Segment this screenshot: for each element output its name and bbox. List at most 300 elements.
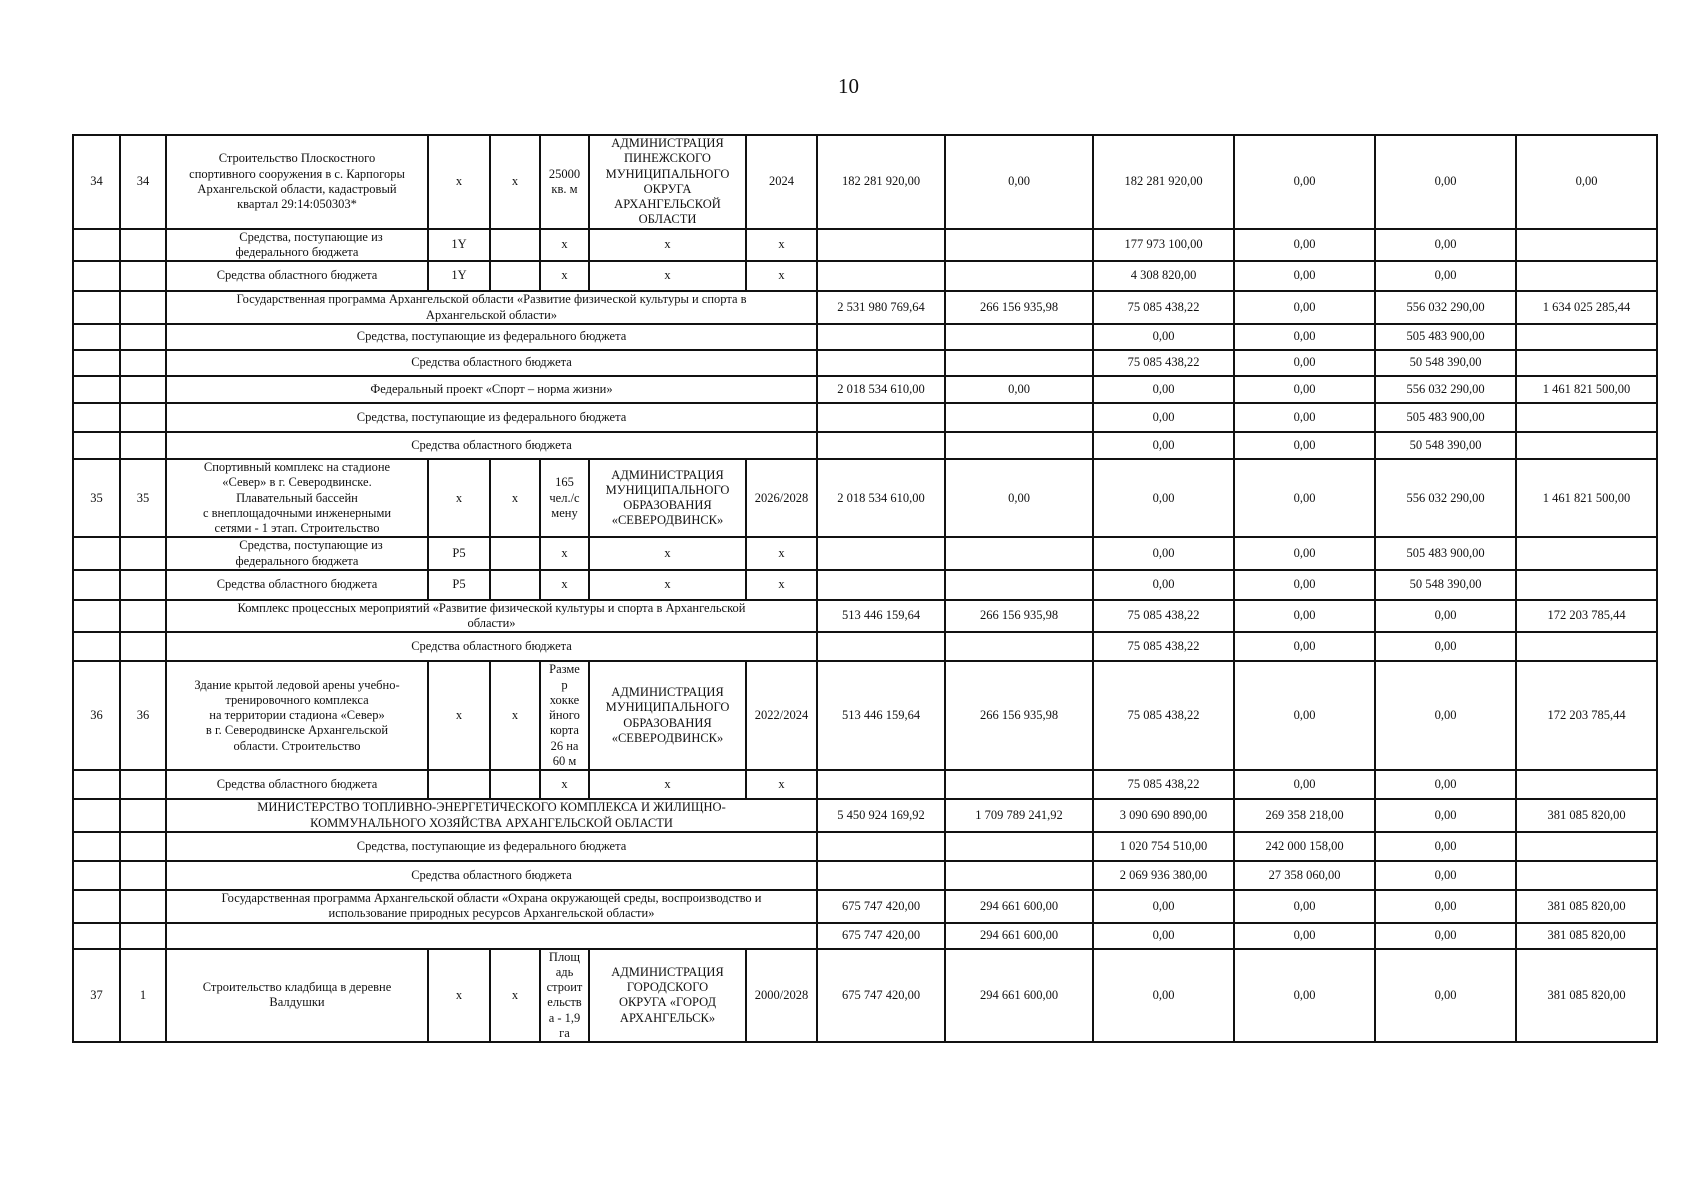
amount-cell-3: 0,00 [1093, 432, 1234, 459]
amount-cell-2: 294 661 600,00 [945, 949, 1093, 1043]
section-title-line: МИНИСТЕРСТВО ТОПЛИВНО-ЭНЕРГЕТИЧЕСКОГО КОМПЛЕКСА И ЖИЛИЩНО- [257, 800, 726, 815]
amount-cell-2: 266 156 935,98 [945, 291, 1093, 324]
amount-cell-1 [817, 432, 945, 459]
object-name [166, 135, 428, 229]
amount-cell-4: 0,00 [1234, 600, 1375, 633]
organization-cell-line: АРХАНГЕЛЬСКОЙ [614, 197, 721, 211]
object-name-line: Здание крытой ледовой арены учебно- [194, 677, 400, 692]
flag-cell: x [490, 949, 540, 1043]
empty-cell [73, 861, 120, 890]
amount-cell-4: 242 000 158,00 [1234, 832, 1375, 861]
capacity-cell-line: ельств [547, 995, 582, 1010]
empty-cell [73, 229, 120, 262]
amount-cell-5: 505 483 900,00 [1375, 324, 1516, 350]
amount-cell-3: 177 973 100,00 [1093, 229, 1234, 262]
table-body [73, 135, 1657, 1042]
table-row-src [73, 537, 1657, 570]
capacity-cell-line: 25000 [548, 166, 581, 181]
amount-cell-2 [945, 570, 1093, 600]
source-name: Средства областного бюджета [166, 632, 817, 661]
page-number: 10 [838, 74, 859, 98]
amount-cell-4: 0,00 [1234, 537, 1375, 570]
amount-cell-2: 294 661 600,00 [945, 923, 1093, 949]
amount-cell-4: 0,00 [1234, 770, 1375, 799]
flag-cell [490, 770, 540, 799]
period-cell: x [746, 570, 817, 600]
amount-cell-2 [945, 229, 1093, 262]
empty-cell [73, 770, 120, 799]
amount-cell-2 [945, 770, 1093, 799]
capacity-cell-line: строит [546, 980, 583, 994]
capacity-cell-line: га [559, 1025, 570, 1040]
empty-cell [73, 350, 120, 376]
amount-cell-3: 182 281 920,00 [1093, 135, 1234, 229]
capacity-cell-line: а - 1,9 [548, 1010, 581, 1025]
flag-cell [490, 261, 540, 291]
amount-cell-1 [817, 324, 945, 350]
object-name-line: спортивного сооружения в с. Карпогоры [189, 166, 405, 181]
amount-cell-3: 0,00 [1093, 459, 1234, 537]
amount-cell-6 [1516, 229, 1657, 262]
amount-cell-3: 0,00 [1093, 570, 1234, 600]
empty-cell [120, 799, 166, 832]
amount-cell-3: 0,00 [1093, 923, 1234, 949]
amount-cell-4: 0,00 [1234, 261, 1375, 291]
amount-cell-4: 0,00 [1234, 632, 1375, 661]
section-title-line: КОММУНАЛЬНОГО ХОЗЯЙСТВА АРХАНГЕЛЬСКОЙ ОБЛАСТИ [310, 815, 673, 830]
organization-cell-line: МУНИЦИПАЛЬНОГО [605, 700, 730, 715]
capacity-cell-line: кв. м [551, 181, 578, 196]
amount-cell-5: 505 483 900,00 [1375, 537, 1516, 570]
section-title [166, 799, 817, 832]
section-title-line: использование природных ресурсов Архангельской области» [328, 906, 655, 921]
amount-cell-3: 75 085 438,22 [1093, 350, 1234, 376]
source-name [166, 229, 428, 262]
amount-cell-1: 2 018 534 610,00 [817, 376, 945, 403]
source-name: Средства, поступающие из федерального бюджета [166, 324, 817, 350]
amount-cell-6 [1516, 350, 1657, 376]
code-cell: x [428, 949, 490, 1043]
empty-cell [120, 770, 166, 799]
empty-cell [73, 632, 120, 661]
table-row-secsrc [73, 324, 1657, 350]
amount-cell-5: 50 548 390,00 [1375, 432, 1516, 459]
amount-cell-6 [1516, 832, 1657, 861]
amount-cell-2 [945, 832, 1093, 861]
organization-cell [589, 949, 746, 1043]
source-name: Средства областного бюджета [166, 350, 817, 376]
table-row-obj [73, 135, 1657, 229]
table-row-sec [73, 600, 1657, 633]
source-name: Средства, поступающие из федерального бюджета [166, 832, 817, 861]
table-row-secsrc [73, 432, 1657, 459]
organization-cell-line: МУНИЦИПАЛЬНОГО [605, 166, 730, 181]
table-row-secsrc [73, 632, 1657, 661]
period-cell: 2026/2028 [746, 459, 817, 537]
organization-cell-line: ОБРАЗОВАНИЯ [623, 498, 712, 513]
amount-cell-1 [817, 632, 945, 661]
organization-cell-line: АРХАНГЕЛЬСК» [619, 1010, 716, 1025]
organization-cell-line: АДМИНИСТРАЦИЯ [611, 467, 724, 482]
section-title-line: Комплекс процессных мероприятий «Развитие физической культуры и спорта в Архангельской [237, 600, 746, 615]
flag-cell [490, 570, 540, 600]
table-row-src [73, 229, 1657, 262]
empty-cell [120, 376, 166, 403]
object-name [166, 459, 428, 537]
amount-cell-6 [1516, 861, 1657, 890]
amount-cell-1 [817, 770, 945, 799]
amount-cell-6 [1516, 403, 1657, 432]
amount-cell-4: 0,00 [1234, 324, 1375, 350]
amount-cell-2 [945, 632, 1093, 661]
amount-cell-2: 0,00 [945, 459, 1093, 537]
table-row-src1 [73, 570, 1657, 600]
object-name-line: сетями - 1 этап. Строительство [214, 521, 380, 535]
amount-cell-3: 0,00 [1093, 890, 1234, 923]
capacity-cell-line: йного [549, 708, 580, 722]
code-cell: P5 [428, 570, 490, 600]
code-cell: x [428, 135, 490, 229]
period-cell: 2000/2028 [746, 949, 817, 1043]
capacity-cell-line: 60 м [552, 753, 577, 768]
period-cell: x [746, 537, 817, 570]
object-name-line: тренировочного комплекса [225, 692, 369, 707]
amount-cell-5: 0,00 [1375, 661, 1516, 770]
empty-cell [73, 403, 120, 432]
amount-cell-4: 0,00 [1234, 376, 1375, 403]
capacity-cell: x [540, 570, 589, 600]
table-row-src1 [73, 770, 1657, 799]
capacity-cell-line: р [561, 677, 568, 692]
source-name [166, 537, 428, 570]
amount-cell-6: 1 634 025 285,44 [1516, 291, 1657, 324]
amount-cell-4: 0,00 [1234, 459, 1375, 537]
sub-number: 35 [120, 459, 166, 537]
amount-cell-5: 0,00 [1375, 861, 1516, 890]
section-title: Федеральный проект «Спорт – норма жизни» [166, 376, 817, 403]
source-name-line: федерального бюджета [235, 244, 359, 259]
amount-cell-1: 513 446 159,64 [817, 661, 945, 770]
amount-cell-4: 0,00 [1234, 350, 1375, 376]
capacity-cell [540, 459, 589, 537]
source-name: Средства областного бюджета [166, 570, 428, 600]
period-cell: 2022/2024 [746, 661, 817, 770]
amount-cell-6 [1516, 537, 1657, 570]
capacity-cell: x [540, 770, 589, 799]
period-cell: x [746, 770, 817, 799]
amount-cell-2 [945, 350, 1093, 376]
organization-cell [589, 661, 746, 770]
amount-cell-1: 5 450 924 169,92 [817, 799, 945, 832]
code-cell: x [428, 661, 490, 770]
source-name-line: Средства, поступающие из [239, 229, 383, 244]
row-number: 37 [73, 949, 120, 1043]
source-name: Средства областного бюджета [166, 261, 428, 291]
amount-cell-2: 1 709 789 241,92 [945, 799, 1093, 832]
organization-cell: x [589, 570, 746, 600]
amount-cell-6: 381 085 820,00 [1516, 923, 1657, 949]
object-name-line: Строительство кладбища в деревне [202, 980, 392, 994]
amount-cell-3: 75 085 438,22 [1093, 661, 1234, 770]
amount-cell-6 [1516, 632, 1657, 661]
amount-cell-1 [817, 229, 945, 262]
amount-cell-2 [945, 403, 1093, 432]
empty-cell [73, 324, 120, 350]
code-cell: P5 [428, 537, 490, 570]
amount-cell-5: 556 032 290,00 [1375, 291, 1516, 324]
amount-cell-2 [945, 261, 1093, 291]
amount-cell-2: 266 156 935,98 [945, 600, 1093, 633]
empty-cell [120, 229, 166, 262]
table-row-src1 [73, 261, 1657, 291]
amount-cell-4: 0,00 [1234, 949, 1375, 1043]
sub-number: 34 [120, 135, 166, 229]
amount-cell-5: 0,00 [1375, 832, 1516, 861]
amount-cell-2 [945, 324, 1093, 350]
empty-cell [120, 403, 166, 432]
section-title [166, 923, 817, 949]
capacity-cell [540, 135, 589, 229]
amount-cell-5: 0,00 [1375, 923, 1516, 949]
amount-cell-3: 1 020 754 510,00 [1093, 832, 1234, 861]
amount-cell-3: 4 308 820,00 [1093, 261, 1234, 291]
capacity-cell-line: адь [555, 964, 574, 979]
empty-cell [73, 537, 120, 570]
amount-cell-5: 0,00 [1375, 632, 1516, 661]
organization-cell-line: ОКРУГА [643, 181, 692, 196]
amount-cell-5: 0,00 [1375, 135, 1516, 229]
amount-cell-3: 2 069 936 380,00 [1093, 861, 1234, 890]
amount-cell-1: 513 446 159,64 [817, 600, 945, 633]
amount-cell-1: 2 531 980 769,64 [817, 291, 945, 324]
empty-cell [120, 350, 166, 376]
amount-cell-1 [817, 832, 945, 861]
organization-cell: x [589, 261, 746, 291]
empty-cell [120, 291, 166, 324]
organization-cell-line: АДМИНИСТРАЦИЯ [611, 964, 724, 979]
amount-cell-5: 50 548 390,00 [1375, 350, 1516, 376]
empty-cell [120, 632, 166, 661]
capacity-cell [540, 949, 589, 1043]
amount-cell-6 [1516, 432, 1657, 459]
flag-cell: x [490, 459, 540, 537]
amount-cell-3: 3 090 690 890,00 [1093, 799, 1234, 832]
organization-cell: x [589, 770, 746, 799]
object-name-line: в г. Северодвинске Архангельской [205, 723, 389, 738]
row-number: 36 [73, 661, 120, 770]
amount-cell-6 [1516, 570, 1657, 600]
sub-number: 36 [120, 661, 166, 770]
amount-cell-6: 1 461 821 500,00 [1516, 376, 1657, 403]
empty-cell [73, 432, 120, 459]
capacity-cell-line: Площ [548, 949, 581, 964]
empty-cell [120, 832, 166, 861]
amount-cell-1: 675 747 420,00 [817, 923, 945, 949]
empty-cell [73, 799, 120, 832]
amount-cell-2: 294 661 600,00 [945, 890, 1093, 923]
amount-cell-4: 0,00 [1234, 135, 1375, 229]
amount-cell-1 [817, 537, 945, 570]
organization-cell: x [589, 229, 746, 262]
amount-cell-2: 0,00 [945, 135, 1093, 229]
organization-cell-line: МУНИЦИПАЛЬНОГО [605, 482, 730, 497]
source-name-line: федерального бюджета [235, 553, 359, 568]
object-name-line: с внеплощадочными инженерными [202, 505, 392, 520]
period-cell: x [746, 229, 817, 262]
amount-cell-3: 75 085 438,22 [1093, 632, 1234, 661]
code-cell: 1Y [428, 229, 490, 262]
capacity-cell-line: чел./с [549, 490, 580, 505]
organization-cell-line: ОКРУГА «ГОРОД [618, 995, 717, 1010]
period-cell: x [746, 261, 817, 291]
capacity-cell-line: мену [551, 505, 578, 520]
section-title-line: области» [467, 616, 516, 630]
section-title-line: Государственная программа Архангельской области «Охрана окружающей среды, воспроизводство и [221, 891, 762, 905]
table-row-sec1 [73, 376, 1657, 403]
empty-cell [73, 923, 120, 949]
table-row-obj [73, 459, 1657, 537]
source-name: Средства, поступающие из федерального бюджета [166, 403, 817, 432]
capacity-cell: x [540, 261, 589, 291]
amount-cell-5: 0,00 [1375, 799, 1516, 832]
row-number: 35 [73, 459, 120, 537]
amount-cell-3: 75 085 438,22 [1093, 291, 1234, 324]
organization-cell-line: АДМИНИСТРАЦИЯ [611, 685, 724, 700]
empty-cell [73, 376, 120, 403]
empty-cell [73, 832, 120, 861]
section-title-line: Архангельской области» [425, 307, 558, 322]
sub-number: 1 [120, 949, 166, 1043]
capacity-cell-line: хокке [549, 692, 580, 707]
object-name-line: Валдушки [269, 995, 325, 1010]
amount-cell-4: 0,00 [1234, 432, 1375, 459]
section-title-line: Государственная программа Архангельской области «Развитие физической культуры и спорта в [236, 292, 747, 307]
object-name [166, 661, 428, 770]
source-name: Средства областного бюджета [166, 861, 817, 890]
capacity-cell: x [540, 537, 589, 570]
object-name-line: «Север» в г. Северодвинске. [222, 475, 372, 490]
capacity-cell-line: корта [550, 723, 579, 738]
amount-cell-1: 182 281 920,00 [817, 135, 945, 229]
amount-cell-5: 0,00 [1375, 600, 1516, 633]
empty-cell [73, 570, 120, 600]
table-row-secsrc [73, 350, 1657, 376]
amount-cell-1: 675 747 420,00 [817, 890, 945, 923]
amount-cell-1 [817, 403, 945, 432]
amount-cell-1 [817, 570, 945, 600]
flag-cell: x [490, 135, 540, 229]
amount-cell-3: 0,00 [1093, 403, 1234, 432]
amount-cell-6: 381 085 820,00 [1516, 890, 1657, 923]
amount-cell-5: 556 032 290,00 [1375, 376, 1516, 403]
amount-cell-3: 75 085 438,22 [1093, 600, 1234, 633]
source-name: Средства областного бюджета [166, 770, 428, 799]
object-name-line: Плавательный бассейн [236, 490, 358, 505]
capacity-cell-line: 165 [555, 475, 574, 490]
organization-cell-line: ГОРОДСКОГО [626, 980, 709, 994]
capacity-cell-line: Разме [549, 662, 580, 677]
flag-cell: x [490, 661, 540, 770]
amount-cell-4: 269 358 218,00 [1234, 799, 1375, 832]
amount-cell-5: 50 548 390,00 [1375, 570, 1516, 600]
row-number: 34 [73, 135, 120, 229]
table-row-sec1 [73, 923, 1657, 949]
section-title [166, 890, 817, 923]
amount-cell-4: 0,00 [1234, 661, 1375, 770]
empty-cell [73, 291, 120, 324]
empty-cell [120, 537, 166, 570]
object-name-line: Строительство Плоскостного [218, 151, 376, 166]
table-row-obj [73, 949, 1657, 1043]
amount-cell-4: 0,00 [1234, 570, 1375, 600]
amount-cell-2 [945, 537, 1093, 570]
organization-cell-line: ОБРАЗОВАНИЯ [623, 715, 712, 730]
empty-cell [120, 432, 166, 459]
amount-cell-3: 0,00 [1093, 537, 1234, 570]
amount-cell-1 [817, 350, 945, 376]
section-title [166, 600, 817, 633]
object-name-line: Архангельской области, кадастровый [197, 181, 397, 196]
object-name [166, 949, 428, 1043]
table-row-sec [73, 291, 1657, 324]
source-name: Средства областного бюджета [166, 432, 817, 459]
amount-cell-6 [1516, 770, 1657, 799]
table-row-min [73, 799, 1657, 832]
empty-cell [120, 600, 166, 633]
table-row-secsrc [73, 861, 1657, 890]
amount-cell-1: 675 747 420,00 [817, 949, 945, 1043]
capacity-cell: x [540, 229, 589, 262]
section-title [166, 291, 817, 324]
amount-cell-5: 0,00 [1375, 770, 1516, 799]
table-row-obj [73, 661, 1657, 770]
amount-cell-2 [945, 432, 1093, 459]
capacity-cell-line: 26 на [550, 738, 579, 753]
empty-cell [120, 324, 166, 350]
empty-cell [73, 890, 120, 923]
amount-cell-6: 172 203 785,44 [1516, 600, 1657, 633]
amount-cell-3: 75 085 438,22 [1093, 770, 1234, 799]
amount-cell-1: 2 018 534 610,00 [817, 459, 945, 537]
amount-cell-4: 27 358 060,00 [1234, 861, 1375, 890]
empty-cell [120, 570, 166, 600]
organization-cell-line: АДМИНИСТРАЦИЯ [611, 136, 724, 150]
period-cell: 2024 [746, 135, 817, 229]
amount-cell-3: 0,00 [1093, 376, 1234, 403]
organization-cell-line: «СЕВЕРОДВИНСК» [611, 730, 724, 745]
amount-cell-5: 0,00 [1375, 949, 1516, 1043]
code-cell: x [428, 459, 490, 537]
investment-table [72, 134, 1658, 1043]
organization-cell [589, 135, 746, 229]
amount-cell-4: 0,00 [1234, 229, 1375, 262]
amount-cell-4: 0,00 [1234, 291, 1375, 324]
empty-cell [120, 890, 166, 923]
amount-cell-4: 0,00 [1234, 890, 1375, 923]
amount-cell-2: 266 156 935,98 [945, 661, 1093, 770]
organization-cell: x [589, 537, 746, 570]
organization-cell-line: ОБЛАСТИ [638, 212, 697, 227]
amount-cell-5: 0,00 [1375, 261, 1516, 291]
organization-cell-line: ПИНЕЖСКОГО [624, 151, 711, 166]
source-name-line: Средства, поступающие из [239, 538, 383, 553]
empty-cell [120, 261, 166, 291]
amount-cell-5: 0,00 [1375, 890, 1516, 923]
amount-cell-1 [817, 861, 945, 890]
code-cell: 1Y [428, 261, 490, 291]
empty-cell [120, 861, 166, 890]
table-row-sec [73, 890, 1657, 923]
